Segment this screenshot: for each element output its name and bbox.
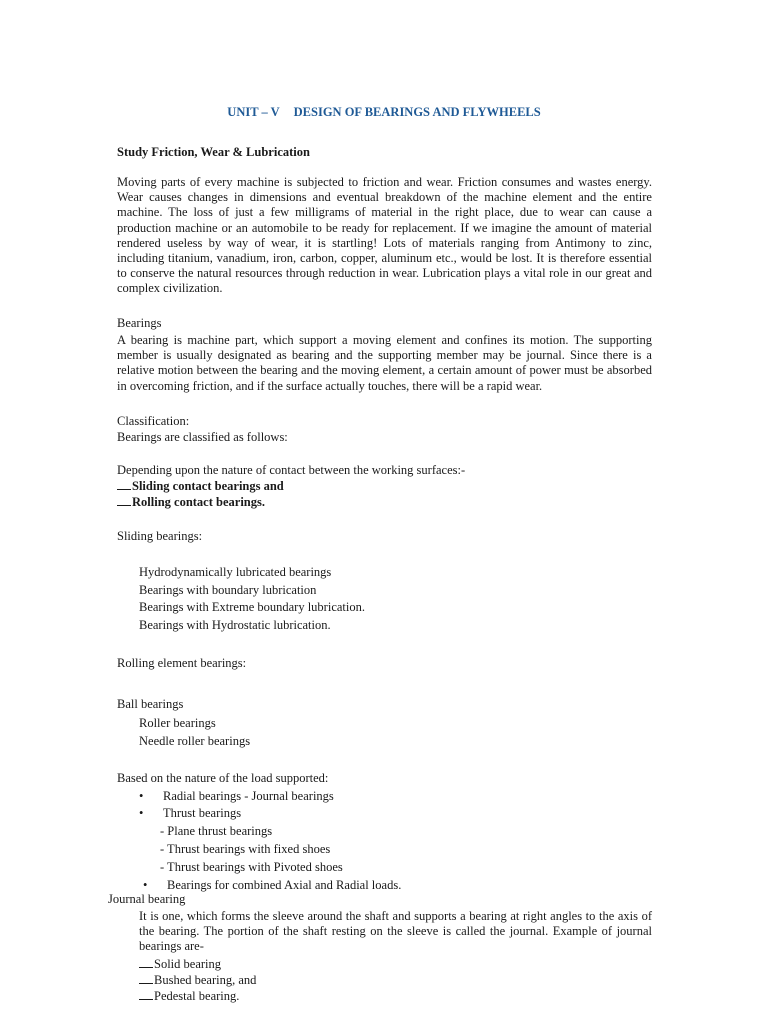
list-item: Roller bearings [139, 716, 216, 730]
unit-label: UNIT – V [227, 105, 280, 119]
bullet-icon: • [139, 789, 144, 803]
classification-heading: Classification: [117, 414, 190, 428]
list-item: Solid bearing [139, 956, 221, 972]
list-item: Bushed bearing, and [139, 972, 256, 988]
section-heading-friction: Study Friction, Wear & Lubrication [117, 145, 310, 159]
list-item: Bearings with Hydrostatic lubrication. [139, 618, 331, 632]
bullet-icon: • [143, 878, 148, 892]
list-item: Bearings with boundary lubrication [139, 583, 317, 597]
list-item: Sliding contact bearings and [117, 478, 284, 494]
list-item: • Radial bearings - Journal bearings [139, 789, 334, 803]
list-item: • Thrust bearings [139, 806, 242, 820]
bearings-paragraph: A bearing is machine part, which support a moving element and confines its motion. The supporting member is usually designated as bearing and the supporting member may be journal. Since there is a relative motion between the bearing and the moving element, a certain amount of power must be absorbed in overcoming friction, and if the surface actually touches, there will be a rapid wear. [117, 333, 652, 393]
blank-underline [139, 972, 153, 984]
contact-intro: Depending upon the nature of contact between the working surfaces:- [117, 463, 466, 477]
blank-underline [139, 988, 153, 1000]
list-item: Needle roller bearings [139, 734, 251, 748]
page-title [0, 105, 768, 120]
list-item: Hydrodynamically lubricated bearings [139, 565, 332, 579]
list-item: - Thrust bearings with fixed shoes [160, 842, 331, 856]
blank-underline [117, 494, 131, 506]
rolling-heading: Rolling element bearings: [117, 656, 247, 670]
unit-heading: DESIGN OF BEARINGS AND FLYWHEELS [293, 105, 541, 119]
list-item: Ball bearings [117, 697, 184, 711]
blank-underline [117, 478, 131, 490]
bearings-heading: Bearings [117, 316, 162, 330]
sliding-heading: Sliding bearings: [117, 529, 203, 543]
list-item: • Bearings for combined Axial and Radial loads. [143, 878, 402, 892]
list-item: - Plane thrust bearings [160, 824, 273, 838]
bullet-icon: • [139, 806, 144, 820]
list-item: Pedestal bearing. [139, 988, 239, 1004]
blank-underline [139, 956, 153, 968]
classification-intro: Bearings are classified as follows: [117, 430, 288, 444]
list-item: Rolling contact bearings. [117, 494, 265, 510]
friction-paragraph: Moving parts of every machine is subjected to friction and wear. Friction consumes and wastes energy. Wear causes changes in dimensions and eventual breakdown of the machine element and the entire machine. The loss of just a few milligrams of material in the right place, due to wear can cause a production machine or an automobile to be ready for replacement. If we imagine the amount of material rendered useless by way of wear, it is startling! Lots of materials ranging from Antimony to zinc, including titanium, vanadium, iron, carbon, copper, aluminum etc., would be lost. It is therefore essential to conserve the natural resources through reduction in wear. Lubrication plays a vital role in our great and complex civilization. [117, 175, 652, 296]
journal-heading: Journal bearing [108, 892, 186, 906]
list-item: Bearings with Extreme boundary lubrication. [139, 600, 365, 614]
load-heading: Based on the nature of the load supported: [117, 771, 329, 785]
list-item: - Thrust bearings with Pivoted shoes [160, 860, 343, 874]
journal-paragraph: It is one, which forms the sleeve around the shaft and supports a bearing at right angles to the axis of the bearing. The portion of the shaft resting on the sleeve is called the journal. Example of journal bearings are- [139, 909, 652, 954]
